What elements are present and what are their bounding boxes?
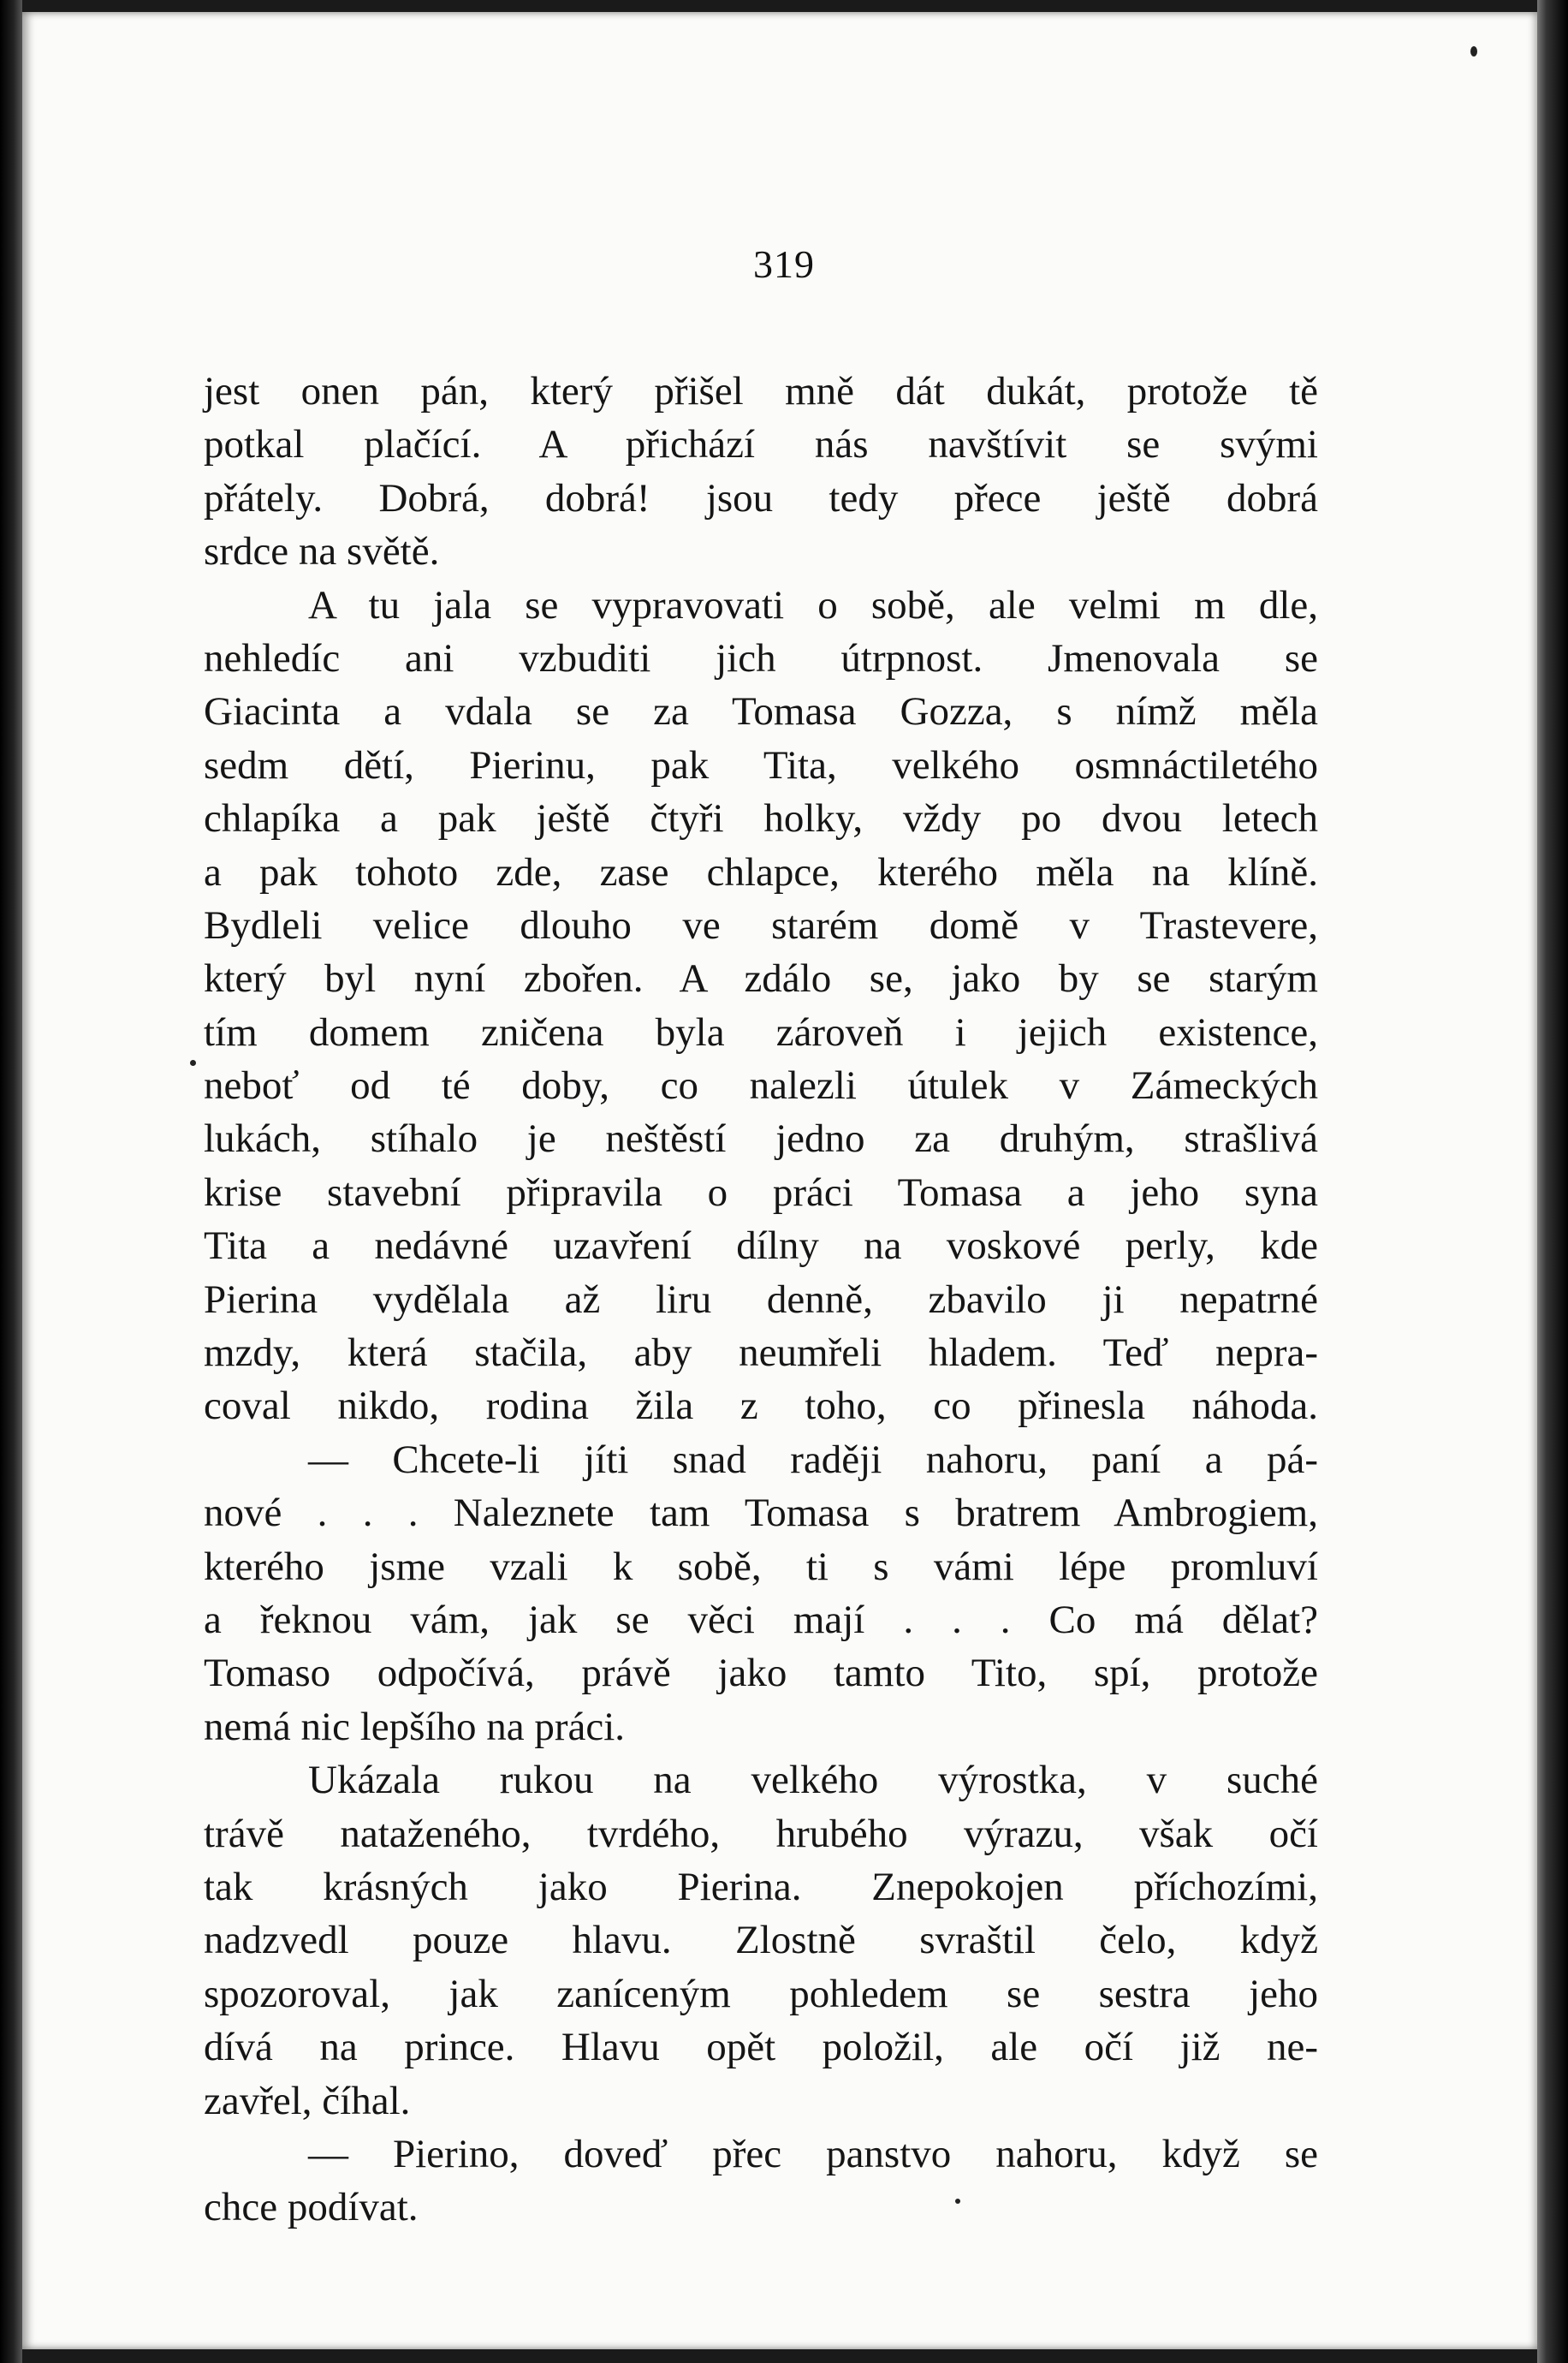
scan-left-edge xyxy=(0,0,22,2363)
text-line: Tomaso odpočívá, právě jako tamto Tito, spí, protože xyxy=(204,1651,1318,1696)
text-line: kterého jsme vzali k sobě, ti s vámi lépe promluví xyxy=(204,1544,1318,1589)
text-line: srdce na světě. xyxy=(204,529,440,574)
text-line: chlapíka a pak ještě čtyři holky, vždy po dvou letech xyxy=(204,796,1318,842)
text-line: nemá nic lepšího na práci. xyxy=(204,1704,626,1749)
text-line: lukách, stíhalo je neštěstí jedno za druhým, strašlivá xyxy=(204,1116,1318,1162)
ink-speck xyxy=(955,2199,960,2204)
text-line: — Pierino, doveď přec panstvo nahoru, když se xyxy=(308,2131,1318,2176)
text-line: Ukázala rukou na velkého výrostka, v suché xyxy=(308,1758,1318,1803)
text-line: Bydleli velice dlouho ve starém domě v Trastevere, xyxy=(204,902,1318,948)
text-line: Giacinta a vdala se za Tomasa Gozza, s nímž měla xyxy=(204,689,1318,735)
text-line: a řeknou vám, jak se věci mají . . . Co má dělat? xyxy=(204,1597,1318,1642)
text-line: mzdy, která stačila, aby neumřeli hladem. Teď nepra- xyxy=(204,1330,1318,1376)
text-line: sedm dětí, Pierinu, pak Tita, velkého osmnáctiletého xyxy=(204,742,1318,788)
scan-right-edge xyxy=(1537,0,1568,2363)
text-line: trávě nataženého, tvrdého, hrubého výrazu, však očí xyxy=(204,1811,1318,1856)
text-line: tak krásných jako Pierina. Znepokojen příchozími, xyxy=(204,1864,1318,1909)
text-line: chce podívat. xyxy=(204,2185,419,2230)
text-line: a pak tohoto zde, zase chlapce, kterého měla na klíně. xyxy=(204,849,1318,895)
text-line: spozoroval, jak zaníceným pohledem se sestra jeho xyxy=(204,1971,1318,2016)
text-line: potkal plačící. A přichází nás navštívit se svými xyxy=(204,422,1318,467)
text-line: nehledíc ani vzbuditi jich útrpnost. Jmenovala se xyxy=(204,635,1318,681)
page-number: 319 xyxy=(753,242,815,286)
text-line: zavřel, číhal. xyxy=(204,2078,411,2123)
text-line: jest onen pán, který přišel mně dát dukát, protože tě xyxy=(204,369,1318,414)
text-line: krise stavební připravila o práci Tomasa a jeho syna xyxy=(204,1170,1318,1215)
text-line: Pierina vydělala až liru denně, zbavilo ji nepatrné xyxy=(204,1277,1318,1322)
text-line: nadzvedl pouze hlavu. Zlostně svraštil čelo, když xyxy=(204,1918,1318,1963)
ink-speck xyxy=(190,1060,196,1066)
text-line: tím domem zničena byla zároveň i jejich existence, xyxy=(204,1009,1318,1055)
text-line: neboť od té doby, co nalezli útulek v Zámeckých xyxy=(204,1063,1318,1109)
text-line: — Chcete-li jíti snad raději nahoru, paní a pá- xyxy=(308,1437,1318,1482)
text-line: coval nikdo, rodina žila z toho, co přinesla náhoda. xyxy=(204,1384,1318,1429)
ink-speck xyxy=(1470,46,1477,57)
text-line: A tu jala se vypravovati o sobě, ale velmi m dle, xyxy=(308,582,1318,628)
text-line: dívá na prince. Hlavu opět položil, ale očí již ne- xyxy=(204,2025,1318,2070)
text-line: který byl nyní zbořen. A zdálo se, jako by se starým xyxy=(204,956,1318,1002)
text-line: nové . . . Naleznete tam Tomasa s bratrem Ambrogiem, xyxy=(204,1491,1318,1536)
text-line: Tita a nedávné uzavření dílny na voskové perly, kde xyxy=(204,1223,1318,1269)
body-text xyxy=(204,365,1318,2235)
text-line: přátely. Dobrá, dobrá! jsou tedy přece ještě dobrá xyxy=(204,475,1318,521)
